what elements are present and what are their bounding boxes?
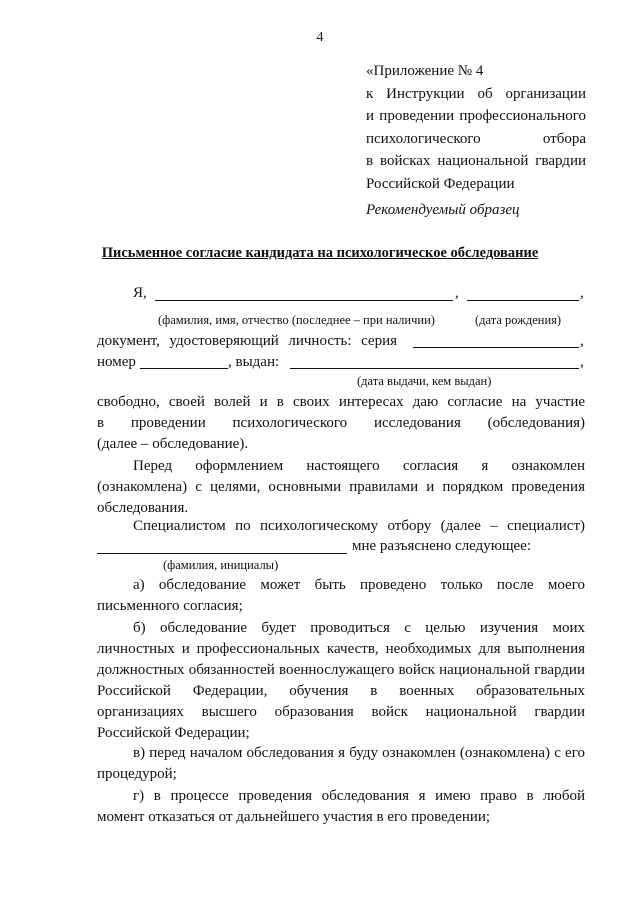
- body-line: Российской Федерации;: [97, 725, 250, 741]
- body-line: личностных и профессиональных качеств, необходимых для выполнения: [97, 641, 585, 657]
- body-line: письменного согласия;: [97, 598, 243, 614]
- issued-label: , выдан:: [228, 354, 280, 370]
- specialist-name-field[interactable]: [97, 539, 347, 554]
- comma: ,: [580, 333, 584, 349]
- comma: ,: [455, 285, 459, 301]
- document-series-label: документ, удостоверяющий личность: серия: [97, 333, 397, 349]
- issue-caption: (дата выдачи, кем выдан): [357, 374, 492, 388]
- document-title: Письменное согласие кандидата на психологическое обследование: [101, 245, 539, 261]
- body-line: свободно, своей волей и в своих интересах даю согласие на участие: [97, 394, 585, 410]
- fio-field[interactable]: [155, 286, 453, 301]
- body-line: обследования.: [97, 500, 189, 516]
- recommended-sample-note: Рекомендуемый образец: [366, 202, 520, 218]
- comma: ,: [580, 354, 584, 370]
- appendix-line: к Инструкции об организации: [366, 85, 586, 102]
- body-line: момент отказаться от дальнейшего участия в его проведении;: [97, 809, 491, 825]
- appendix-line: в войсках национальной гвардии: [366, 153, 586, 169]
- body-line: Перед оформлением настоящего согласия я ознакомлен: [133, 458, 585, 474]
- comma: ,: [580, 285, 584, 301]
- appendix-header: [366, 60, 586, 195]
- ya-label: Я,: [133, 285, 147, 301]
- appendix-line: Российской Федерации: [366, 175, 515, 192]
- body-line: б) обследование будет проводиться с целью изучения моих: [133, 620, 585, 636]
- page-number: 4: [316, 30, 324, 45]
- document-number-field[interactable]: [140, 354, 228, 369]
- fio-caption: (фамилия, имя, отчество (последнее – при наличии): [158, 313, 435, 327]
- birth-date-caption: (дата рождения): [475, 313, 562, 327]
- body-line: должностных обязанностей военнослужащего войск национальной гвардии: [97, 662, 585, 678]
- appendix-line: и проведении профессионального: [366, 108, 586, 124]
- body-line: (далее – обследование).: [97, 436, 249, 452]
- body-line: организациях высшего образования войск национальной гвардии: [97, 704, 585, 720]
- body-line: г) в процессе проведения обследования я имею право в любой: [133, 788, 585, 804]
- issued-by-field[interactable]: [290, 354, 579, 369]
- initials-caption: (фамилия, инициалы): [163, 558, 279, 572]
- body-line: процедурой;: [97, 766, 177, 782]
- body-line: (ознакомлена) с целями, основными правилами и порядком проведения: [97, 479, 585, 495]
- document-series-field[interactable]: [413, 333, 579, 348]
- appendix-line: психологического отбора: [366, 130, 586, 147]
- body-line: в проведении психологического исследования (обследования): [97, 415, 585, 431]
- body-line: мне разъяснено следующее:: [352, 538, 532, 554]
- body-line: в) перед началом обследования я буду ознакомлен (ознакомлена) с его: [133, 745, 585, 761]
- appendix-line: «Приложение № 4: [366, 63, 484, 79]
- body-line: Специалистом по психологическому отбору (далее – специалист): [133, 518, 585, 534]
- body-line: Российской Федерации, обучения в военных образовательных: [97, 683, 585, 699]
- number-label: номер: [97, 354, 136, 370]
- birth-date-field[interactable]: [467, 286, 579, 301]
- body-line: а) обследование может быть проведено только после моего: [133, 577, 585, 593]
